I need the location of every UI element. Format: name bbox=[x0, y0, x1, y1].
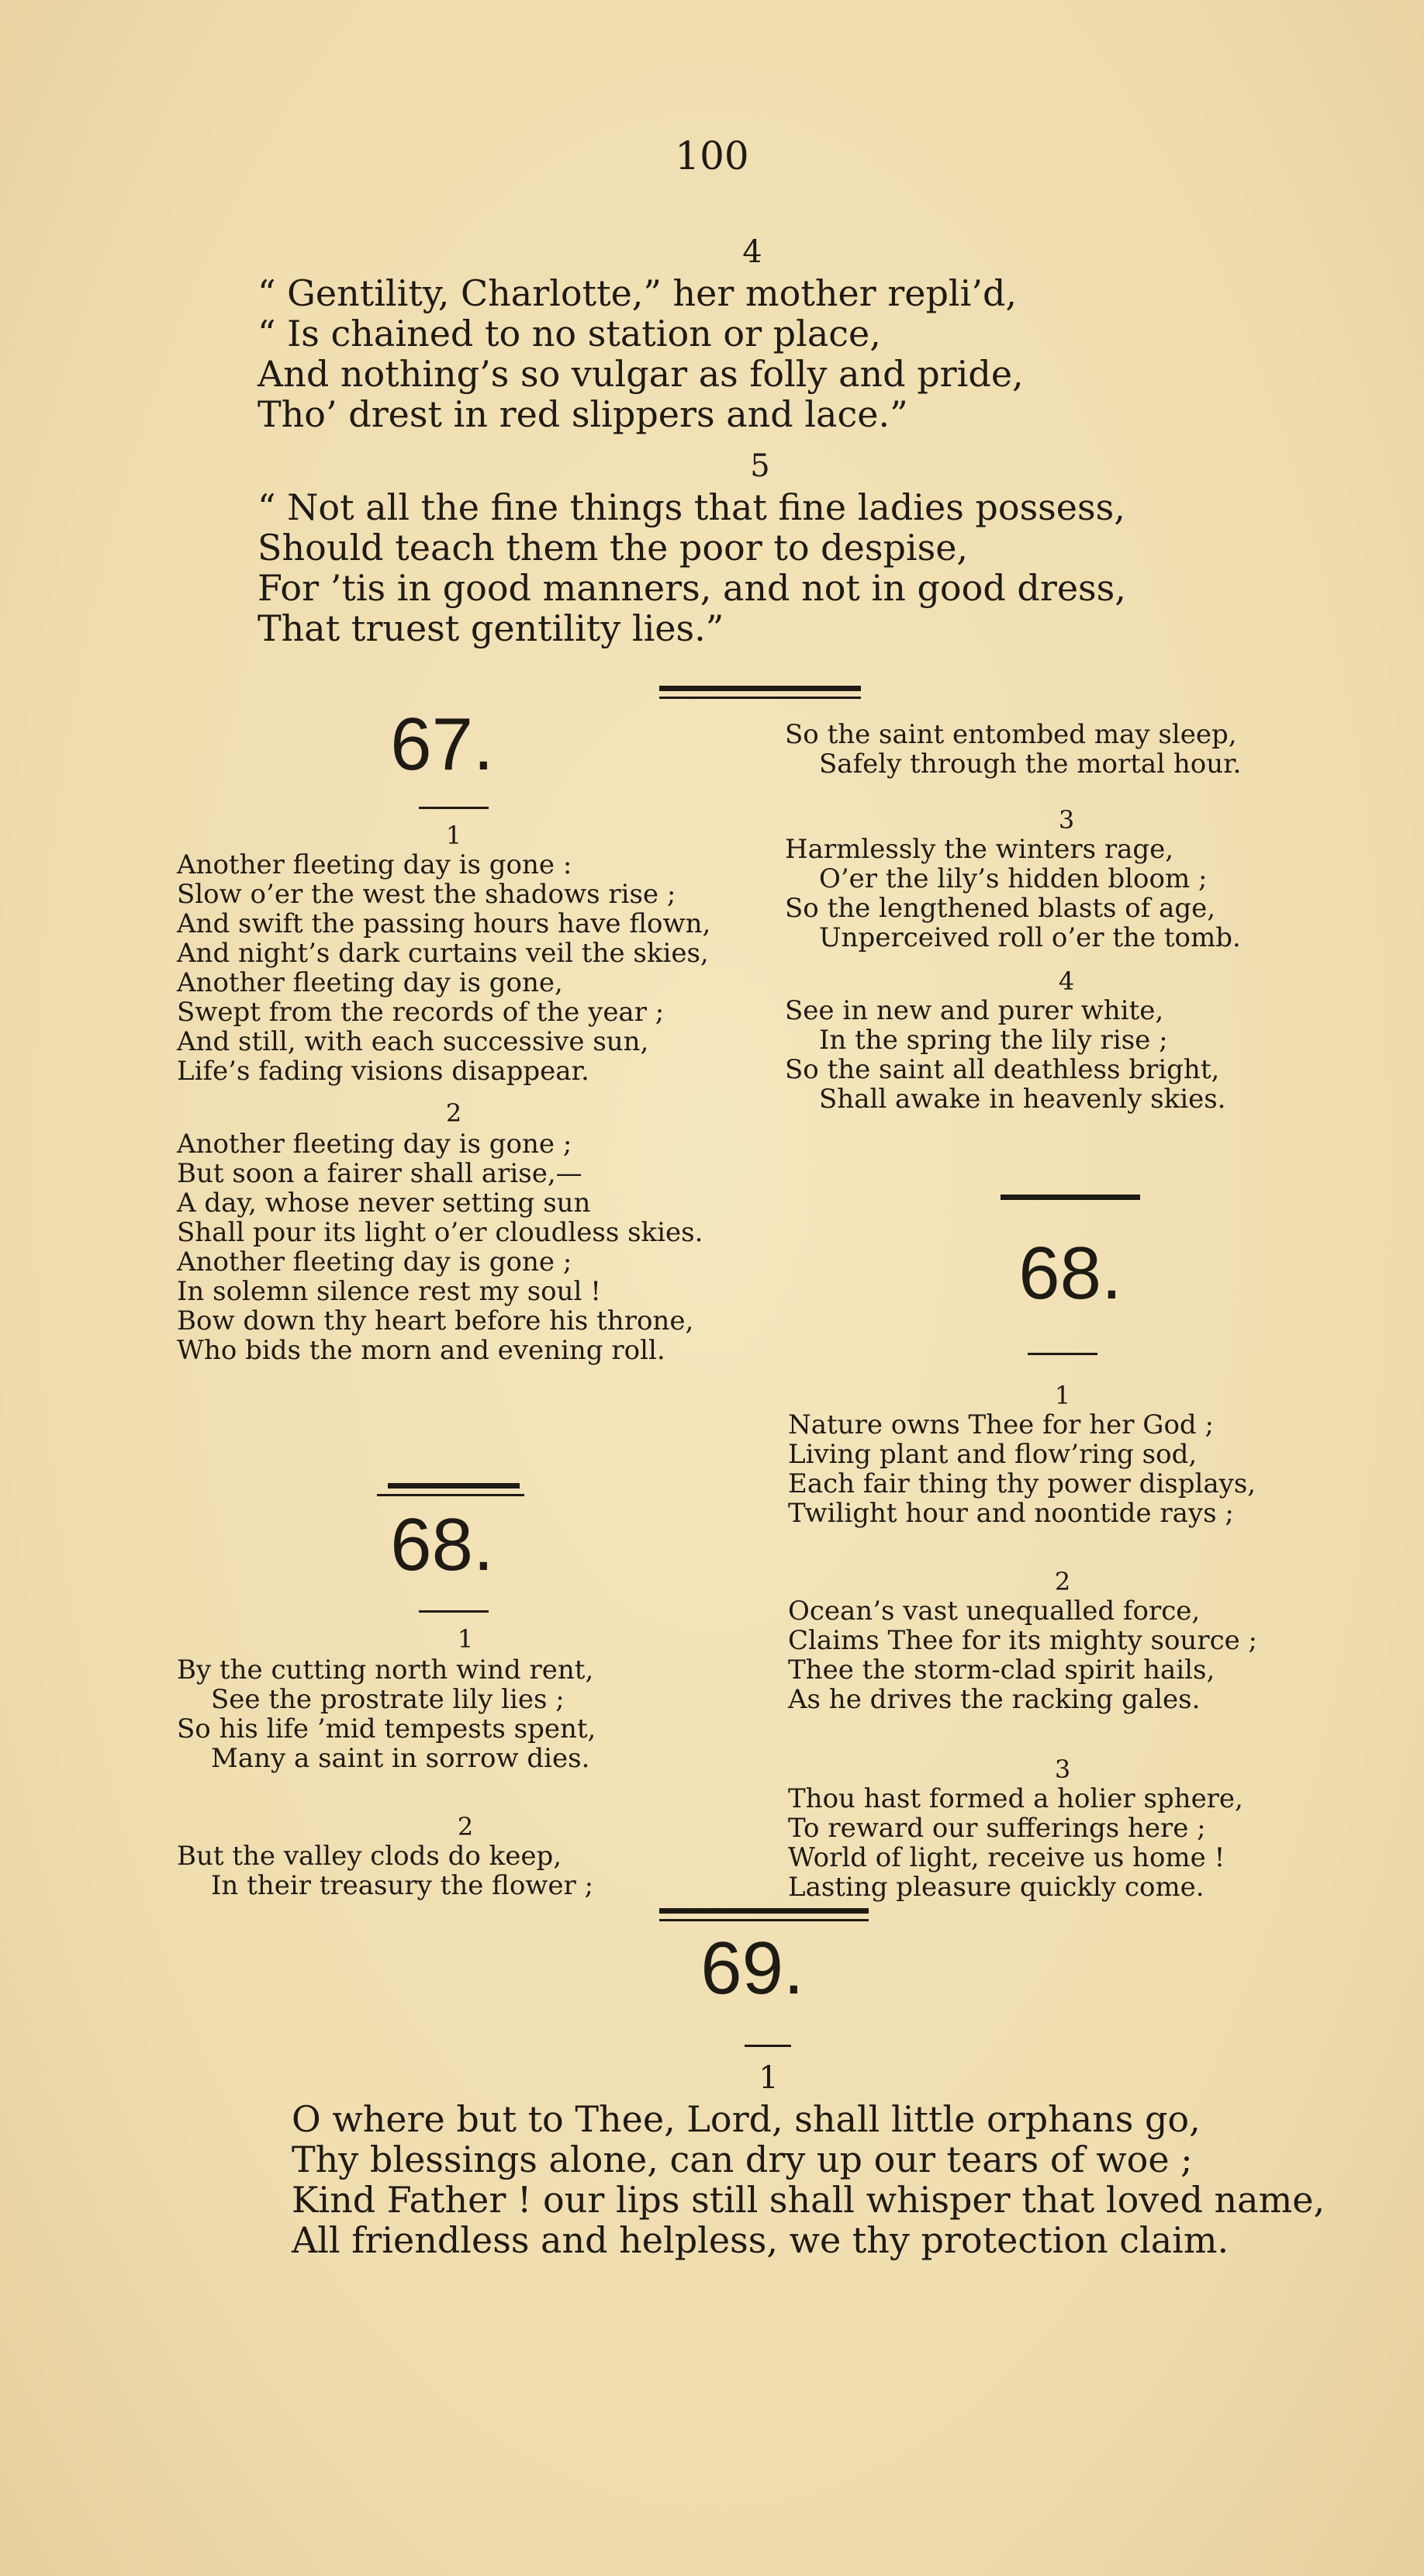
verse-3 bbox=[785, 835, 1241, 953]
stanza-4 bbox=[257, 273, 1024, 434]
verse-line: See in new and purer white, bbox=[785, 995, 1164, 1026]
verse-number: 1 bbox=[1054, 1381, 1071, 1410]
verse-line: So the lengthened blasts of age, bbox=[785, 893, 1216, 924]
verse-line: In the spring the lily rise ; bbox=[819, 1025, 1168, 1056]
verse-number: 1 bbox=[759, 2060, 779, 2096]
verse-line: Each fair thing thy power displays, bbox=[788, 1468, 1256, 1499]
section-rule bbox=[1001, 1195, 1140, 1200]
section-rule bbox=[659, 686, 861, 691]
hymn-68b-verse-3 bbox=[788, 1784, 1243, 1902]
section-rule bbox=[659, 1919, 869, 1921]
verse-line: But the valley clods do keep, bbox=[177, 1841, 562, 1872]
verse-line: Twilight hour and noontide rays ; bbox=[788, 1498, 1234, 1529]
hymn-68b-verse-1 bbox=[788, 1410, 1256, 1528]
section-rule bbox=[377, 1494, 524, 1496]
verse-line: Bow down thy heart before his throne, bbox=[177, 1305, 694, 1336]
hymn-number-68b: 68. bbox=[1018, 1232, 1122, 1315]
verse-line: So the saint entombed may sleep, bbox=[785, 719, 1237, 750]
verse-line: Living plant and flow’ring sod, bbox=[788, 1439, 1198, 1470]
verse-line: All friendless and helpless, we thy protection claim. bbox=[292, 2219, 1229, 2261]
hymn-69-verse-1 bbox=[292, 2099, 1325, 2260]
stanza-5 bbox=[257, 487, 1126, 648]
hymn-67-verse-2 bbox=[177, 1129, 703, 1365]
verse-line: O’er the lily’s hidden bloom ; bbox=[819, 863, 1208, 894]
verse-line: Safely through the mortal hour. bbox=[819, 749, 1242, 780]
verse-number: 3 bbox=[1058, 805, 1075, 835]
verse-line: Thou hast formed a holier sphere, bbox=[788, 1783, 1243, 1814]
short-rule bbox=[419, 807, 489, 809]
verse-line: In solemn silence rest my soul ! bbox=[177, 1276, 601, 1307]
verse-line: Another fleeting day is gone ; bbox=[177, 1129, 572, 1160]
page-number: 100 bbox=[675, 133, 749, 178]
verse-line: And swift the passing hours have flown, bbox=[177, 908, 711, 939]
verse-line: But soon a fairer shall arise,— bbox=[177, 1158, 582, 1189]
hymn-68b-verse-2 bbox=[788, 1596, 1257, 1714]
short-rule bbox=[745, 2045, 791, 2047]
verse-line: Thee the storm-clad spirit hails, bbox=[788, 1655, 1215, 1686]
verse-line: Thy blessings alone, can dry up our tears of woe ; bbox=[292, 2139, 1193, 2180]
verse-line: Another fleeting day is gone : bbox=[177, 849, 572, 880]
stanza-number-5: 5 bbox=[750, 448, 770, 484]
hymn-67-verse-1 bbox=[177, 850, 710, 1086]
verse-line: For ’tis in good manners, and not in good dress, bbox=[257, 567, 1126, 609]
section-rule bbox=[659, 697, 861, 699]
verse-number: 4 bbox=[1058, 966, 1075, 996]
verse-line: A day, whose never setting sun bbox=[177, 1188, 591, 1219]
verse-4 bbox=[785, 996, 1225, 1114]
verse-line: And nothing’s so vulgar as folly and pride, bbox=[257, 353, 1024, 395]
hymn-number-67: 67. bbox=[390, 703, 494, 786]
verse-line: So his life ’mid tempests spent, bbox=[177, 1713, 596, 1744]
hymn-number-69: 69. bbox=[700, 1927, 804, 2010]
verse-line: See the prostrate lily lies ; bbox=[211, 1684, 565, 1715]
verse-line: Another fleeting day is gone, bbox=[177, 967, 563, 998]
verse-number: 2 bbox=[1054, 1567, 1071, 1596]
verse-line: Shall awake in heavenly skies. bbox=[819, 1084, 1226, 1115]
hymn-68-verse-1 bbox=[177, 1655, 596, 1773]
verse-line: Harmlessly the winters rage, bbox=[785, 834, 1174, 865]
verse-number: 2 bbox=[457, 1812, 474, 1841]
verse-line: Nature owns Thee for her God ; bbox=[788, 1409, 1214, 1440]
verse-number: 1 bbox=[445, 821, 462, 850]
verse-line: By the cutting north wind rent, bbox=[177, 1655, 594, 1686]
verse-line: Shall pour its light o’er cloudless skies. bbox=[177, 1217, 703, 1248]
verse-line: As he drives the racking gales. bbox=[788, 1684, 1201, 1715]
verse-line: So the saint all deathless bright, bbox=[785, 1054, 1220, 1085]
verse-line: Lasting pleasure quickly come. bbox=[788, 1872, 1205, 1903]
verse-line: And still, with each successive sun, bbox=[177, 1026, 649, 1057]
verse-line: World of light, receive us home ! bbox=[788, 1842, 1225, 1873]
short-rule bbox=[1028, 1353, 1097, 1355]
verse-line: Slow o’er the west the shadows rise ; bbox=[177, 879, 676, 910]
verse-line: “ Not all the fine things that fine ladies possess, bbox=[257, 486, 1125, 528]
verse-line: That truest gentility lies.” bbox=[257, 607, 724, 649]
verse-line: “ Is chained to no station or place, bbox=[257, 313, 881, 354]
verse-number: 1 bbox=[457, 1624, 474, 1654]
verse-line: Another fleeting day is gone ; bbox=[177, 1247, 572, 1278]
verse-line: Kind Father ! our lips still shall whisper that loved name, bbox=[292, 2179, 1325, 2221]
verse-line: Ocean’s vast unequalled force, bbox=[788, 1596, 1201, 1627]
verse-number: 2 bbox=[445, 1098, 462, 1128]
verse-line: Should teach them the poor to despise, bbox=[257, 527, 969, 569]
section-rule bbox=[659, 1908, 869, 1914]
verse-line: To reward our sufferings here ; bbox=[788, 1813, 1206, 1844]
hymn-number-68: 68. bbox=[390, 1503, 494, 1586]
short-rule bbox=[419, 1610, 489, 1613]
verse-line: “ Gentility, Charlotte,” her mother repli’d, bbox=[257, 272, 1018, 314]
verse-number: 3 bbox=[1054, 1755, 1071, 1784]
verse-line: In their treasury the flower ; bbox=[211, 1870, 594, 1901]
verse-line: Many a saint in sorrow dies. bbox=[211, 1743, 590, 1774]
verse-line: And night’s dark curtains veil the skies, bbox=[177, 938, 709, 969]
verse-line: Swept from the records of the year ; bbox=[177, 997, 665, 1028]
verse-line: Who bids the morn and evening roll. bbox=[177, 1335, 665, 1366]
verse-line: O where but to Thee, Lord, shall little orphans go, bbox=[292, 2098, 1201, 2140]
hymn-68-verse-2 bbox=[177, 1841, 593, 1900]
verse-line: Claims Thee for its mighty source ; bbox=[788, 1625, 1258, 1656]
hymn-67-continued bbox=[785, 720, 1241, 779]
section-rule bbox=[388, 1483, 520, 1489]
verse-line: Tho’ drest in red slippers and lace.” bbox=[257, 393, 908, 435]
stanza-number-4: 4 bbox=[742, 234, 762, 270]
verse-line: Life’s fading visions disappear. bbox=[177, 1056, 589, 1087]
verse-line: Unperceived roll o’er the tomb. bbox=[819, 922, 1241, 953]
